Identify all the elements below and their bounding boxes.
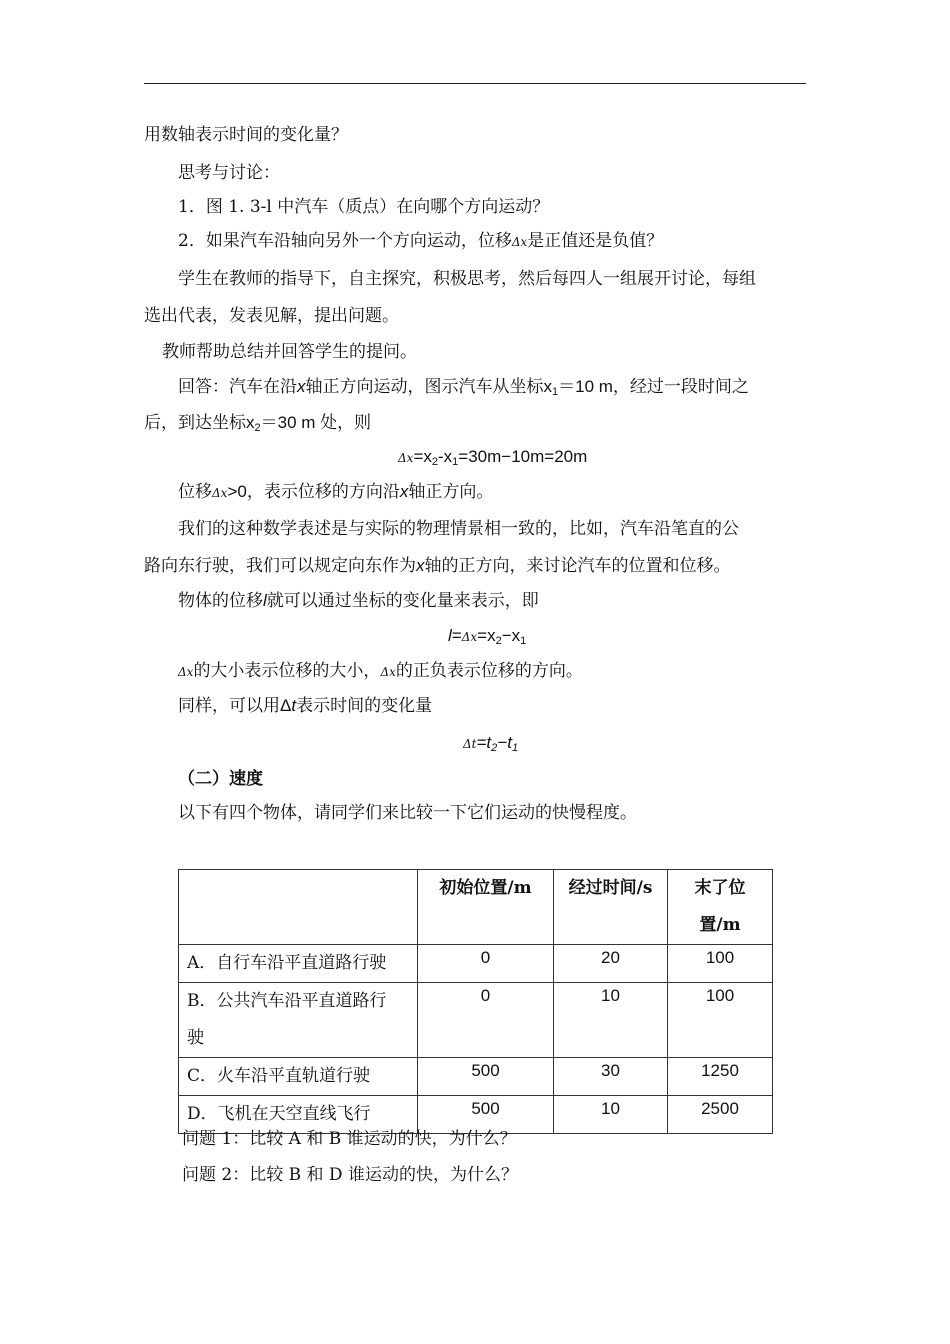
text-line: 我们的这种数学表述是与实际的物理情景相一致的，比如，汽车沿笔直的公 <box>178 519 739 539</box>
table-header-cell <box>668 870 773 945</box>
cell-end: 1250 <box>668 1058 773 1096</box>
text-span: 路向东行驶，我们可以规定向东作为 <box>144 556 416 576</box>
text-span: 后，到达坐标 <box>144 413 246 433</box>
problem-1: 问题 1：比较 A 和 B 谁运动的快，为什么？ <box>182 1129 517 1149</box>
table-header-cell: 初始位置/m <box>418 870 554 945</box>
table-header-row <box>179 870 773 945</box>
eq-part: =30m−10m=20m <box>458 447 588 466</box>
table-row <box>179 1058 773 1096</box>
text-span: >0，表示位移的方向沿 <box>227 482 400 501</box>
cell-time: 20 <box>554 945 668 983</box>
row-label: D．飞机在天空直线飞行 <box>179 1096 418 1134</box>
cell-end: 100 <box>668 983 773 1058</box>
table-header-cell <box>179 870 418 945</box>
text-line <box>178 590 539 612</box>
delta-symbol: Δ <box>280 696 292 715</box>
text-line: 思考与讨论： <box>178 163 280 183</box>
cell-time: 10 <box>554 983 668 1058</box>
cell-time: 30 <box>554 1058 668 1096</box>
eq-part: =t <box>476 733 492 752</box>
text-span: 回答：汽车在沿 <box>178 377 297 397</box>
eq-part: = <box>451 626 462 645</box>
question-1-line: 1．图 1. 3-l 中汽车（质点）在向哪个方向运动？ <box>178 197 550 217</box>
subscript: 2 <box>495 635 502 647</box>
text-span: 轴的正方向，来讨论汽车的位置和位移。 <box>424 556 731 576</box>
table-row <box>179 945 773 983</box>
text-span: 轴正方向运动，图示汽车从坐标 <box>305 377 544 397</box>
text-span: 位移 <box>178 482 212 502</box>
equation-1 <box>398 446 587 469</box>
text-span: 是正值还是负值？ <box>527 231 664 251</box>
cell-start: 0 <box>418 983 554 1058</box>
text-span: 表示时间的变化量 <box>296 696 433 716</box>
text-span: ＝30 m 处，则 <box>260 413 372 432</box>
equation-2 <box>448 625 526 648</box>
eq-part: =x <box>413 447 432 466</box>
text-line: 用数轴表示时间的变化量？ <box>144 125 348 145</box>
text-span: 物体的位移 <box>178 591 263 611</box>
cell-start: 0 <box>418 945 554 983</box>
row-label <box>179 983 418 1058</box>
delta-t-symbol: Δt <box>463 737 477 751</box>
question-2-line <box>178 230 663 253</box>
delta-x-symbol: Δx <box>398 451 414 465</box>
table-row <box>179 983 773 1058</box>
cell-end: 2500 <box>668 1096 773 1134</box>
header-text: 置/m <box>699 915 741 935</box>
var-l: l <box>448 626 452 645</box>
delta-x-symbol: Δx <box>511 235 528 249</box>
text-span: 2．如果汽车沿轴向另外一个方向运动，位移 <box>178 231 512 251</box>
section-heading: （二）速度 <box>178 769 263 789</box>
text-line: 学生在教师的指导下，自主探究，积极思考，然后每四人一组展开讨论，每组 <box>178 269 756 289</box>
eq-part: −x <box>501 626 521 645</box>
row-label-text: 驶 <box>187 1028 204 1048</box>
header-text: 末了位 <box>694 878 746 898</box>
text-span: 轴正方向。 <box>408 482 494 502</box>
subscript: 2 <box>491 742 498 754</box>
text-span: 同样，可以用 <box>178 696 280 716</box>
cell-start: 500 <box>418 1058 554 1096</box>
var-x: x <box>399 482 409 501</box>
eq-part: =x <box>477 626 496 645</box>
text-line: 选出代表，发表见解，提出问题。 <box>144 306 399 326</box>
row-label: C．火车沿平直轨道行驶 <box>179 1058 418 1096</box>
answer-line <box>144 412 371 434</box>
text-span: 的大小表示位移的大小， <box>193 661 381 681</box>
text-line <box>178 695 432 717</box>
var-x: x <box>297 377 306 396</box>
text-line: 以下有四个物体，请同学们来比较一下它们运动的快慢程度。 <box>178 803 637 823</box>
delta-x-symbol: Δx <box>461 630 478 644</box>
text-span: 的正负表示位移的方向。 <box>395 661 583 681</box>
subscript: 1 <box>452 456 459 468</box>
text-line <box>178 660 583 683</box>
equation-3 <box>463 732 518 755</box>
text-line <box>144 555 731 577</box>
var-x: x <box>246 413 255 432</box>
subscript: 1 <box>511 742 519 754</box>
cell-start: 500 <box>418 1096 554 1134</box>
delta-x-symbol: Δx <box>380 665 396 679</box>
cell-end: 100 <box>668 945 773 983</box>
answer-line <box>178 376 749 398</box>
eq-part: -x <box>438 447 453 466</box>
problem-2: 问题 2：比较 B 和 D 谁运动的快，为什么？ <box>182 1165 518 1185</box>
subscript: 2 <box>254 422 261 434</box>
text-span: 就可以通过坐标的变化量来表示，即 <box>266 591 539 611</box>
text-line <box>178 481 493 504</box>
delta-x-symbol: Δx <box>178 665 194 679</box>
subscript: 2 <box>431 456 438 468</box>
delta-x-symbol: Δx <box>212 486 228 500</box>
subscript: 1 <box>552 386 559 398</box>
row-label: A．自行车沿平直道路行驶 <box>179 945 418 983</box>
text-span: ＝10 m，经过一段时间之 <box>558 377 749 396</box>
var-x: x <box>543 377 552 396</box>
eq-part: −t <box>497 733 512 752</box>
table-header-cell: 经过时间/s <box>554 870 668 945</box>
header-rule <box>144 83 806 84</box>
var-l: l <box>263 591 267 610</box>
var-x: x <box>416 556 425 575</box>
var-t: t <box>291 696 297 715</box>
text-line: 教师帮助总结并回答学生的提问。 <box>162 342 417 362</box>
row-label-text: B．公共汽车沿平直道路行 <box>187 991 387 1011</box>
cell-time: 10 <box>554 1096 668 1134</box>
comparison-table <box>178 869 773 1134</box>
subscript: 1 <box>520 635 527 647</box>
